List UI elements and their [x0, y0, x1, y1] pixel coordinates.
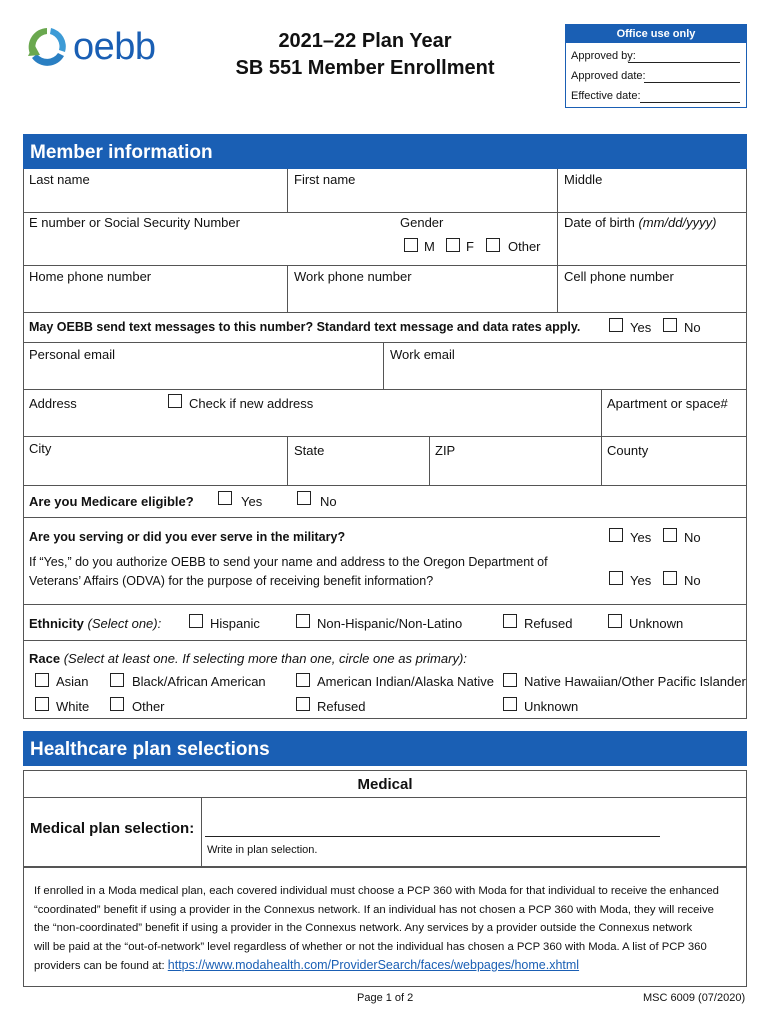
military-yes-checkbox[interactable] — [609, 528, 623, 542]
odva-no-checkbox[interactable] — [663, 571, 677, 585]
approved-by-line[interactable] — [628, 62, 740, 63]
member-information-header: Member information — [23, 134, 747, 169]
military-no-label: No — [684, 530, 701, 545]
address-field[interactable] — [24, 413, 600, 435]
gender-m-label: M — [424, 239, 435, 254]
ethnicity-unknown-label: Unknown — [629, 616, 684, 631]
form-code: MSC 6009 (07/2020) — [643, 992, 746, 1004]
medicare-no-label: No — [320, 494, 337, 509]
gender-m-checkbox[interactable] — [404, 238, 418, 252]
city-label: City — [29, 441, 52, 456]
race-black-checkbox[interactable] — [110, 673, 124, 687]
apartment-field[interactable] — [603, 413, 746, 435]
notice-line-4: will be paid at the “out-of-network” level regardless of whether or not the individual has chosen a PCP 360 with Moda. A list of PCP 360 — [34, 940, 707, 953]
text-no-label: No — [684, 320, 701, 335]
state-label: State — [294, 443, 325, 458]
gender-f-checkbox[interactable] — [446, 238, 460, 252]
logo-text: oebb — [73, 26, 156, 68]
effective-date-line[interactable] — [640, 102, 740, 103]
notice-line-1: If enrolled in a Moda medical plan, each covered individual must choose a PCP 360 with Moda for that individual to receive the enhanced — [34, 885, 719, 897]
office-use-box — [565, 24, 747, 108]
race-label: Race (Select at least one. If selecting more than one, circle one as primary): — [29, 651, 467, 666]
work-phone-label: Work phone number — [294, 269, 412, 284]
state-field[interactable] — [289, 460, 429, 484]
zip-field[interactable] — [431, 460, 600, 484]
race-asian-checkbox[interactable] — [35, 673, 49, 687]
ethnicity-refused-checkbox[interactable] — [503, 614, 517, 628]
county-field[interactable] — [603, 460, 746, 484]
medicare-no-checkbox[interactable] — [297, 491, 311, 505]
medicare-yes-checkbox[interactable] — [218, 491, 232, 505]
home-phone-label: Home phone number — [29, 269, 152, 284]
text-yes-label: Yes — [630, 320, 652, 335]
ethnicity-label: Ethnicity (Select one): — [29, 616, 162, 631]
middle-field[interactable] — [559, 190, 746, 212]
middle-label: Middle — [564, 172, 603, 187]
moda-notice-text — [34, 882, 740, 976]
zip-label: ZIP — [435, 443, 456, 458]
race-other-checkbox[interactable] — [110, 697, 124, 711]
medicare-question: Are you Medicare eligible? — [29, 494, 194, 509]
race-white-label: White — [56, 699, 90, 714]
race-asian-label: Asian — [56, 674, 89, 689]
race-native-hawaiian-label: Native Hawaiian/Other Pacific Islander — [524, 674, 746, 689]
ethnicity-hispanic-label: Hispanic — [210, 616, 260, 631]
title-line-2: SB 551 Member Enrollment — [235, 57, 495, 79]
text-message-question: May OEBB send text messages to this number? Standard text message and data rates apply. — [29, 320, 581, 334]
title-line-1: 2021–22 Plan Year — [278, 30, 452, 52]
personal-email-field[interactable] — [24, 364, 382, 388]
work-email-field[interactable] — [385, 364, 746, 388]
gender-f-label: F — [466, 239, 474, 254]
approved-date-line[interactable] — [644, 82, 740, 83]
work-email-label: Work email — [390, 347, 455, 362]
ethnicity-refused-label: Refused — [524, 616, 573, 631]
ethnicity-non-hispanic-checkbox[interactable] — [296, 614, 310, 628]
work-phone-field[interactable] — [289, 287, 557, 311]
county-label: County — [607, 443, 649, 458]
text-no-checkbox[interactable] — [663, 318, 677, 332]
race-refused-checkbox[interactable] — [296, 697, 310, 711]
military-no-checkbox[interactable] — [663, 528, 677, 542]
moda-notice-box — [23, 867, 747, 987]
odva-no-label: No — [684, 573, 701, 588]
last-name-field[interactable] — [24, 190, 287, 212]
text-yes-checkbox[interactable] — [609, 318, 623, 332]
new-address-label: Check if new address — [189, 396, 314, 411]
city-field[interactable] — [24, 460, 287, 484]
gender-other-checkbox[interactable] — [486, 238, 500, 252]
race-refused-label: Refused — [317, 699, 366, 714]
medical-plan-selection-label: Medical plan selection: — [30, 820, 195, 837]
plan-selection-label-cell — [24, 798, 202, 866]
e-number-field[interactable] — [24, 232, 384, 264]
effective-date-label: Effective date: — [571, 90, 641, 102]
provider-search-link[interactable]: https://www.modahealth.com/ProviderSearch/faces/webpages/home.xhtml — [167, 958, 580, 972]
last-name-label: Last name — [29, 172, 90, 187]
notice-line-5: providers can be found at: https://www.modahealth.com/ProviderSearch/faces/webpages/home.xhtml — [34, 958, 580, 972]
page-number: Page 1 of 2 — [357, 992, 414, 1004]
approved-by-label: Approved by: — [571, 50, 636, 62]
race-american-indian-label: American Indian/Alaska Native — [317, 674, 495, 689]
odva-yes-label: Yes — [630, 573, 652, 588]
medical-table — [23, 770, 747, 867]
race-other-label: Other — [132, 699, 165, 714]
dob-field[interactable] — [559, 232, 746, 264]
cell-phone-field[interactable] — [559, 287, 746, 311]
race-unknown-checkbox[interactable] — [503, 697, 517, 711]
oebb-logo — [24, 22, 174, 72]
home-phone-field[interactable] — [24, 287, 287, 311]
first-name-field[interactable] — [289, 190, 557, 212]
approved-date-label: Approved date: — [571, 70, 646, 82]
medicare-yes-label: Yes — [241, 494, 263, 509]
cell-phone-label: Cell phone number — [564, 269, 674, 284]
notice-line-3: the “non-coordinated” benefit if using a provider in the Connexus network. Any services by a provider outside the Connexus network — [34, 922, 693, 934]
gender-label: Gender — [400, 215, 444, 230]
race-white-checkbox[interactable] — [35, 697, 49, 711]
ethnicity-hispanic-checkbox[interactable] — [189, 614, 203, 628]
odva-yes-checkbox[interactable] — [609, 571, 623, 585]
page-title — [230, 28, 500, 82]
ethnicity-non-hispanic-label: Non-Hispanic/Non-Latino — [317, 616, 463, 631]
e-number-label: E number or Social Security Number — [29, 215, 240, 230]
military-question: Are you serving or did you ever serve in the military? — [29, 530, 346, 544]
race-unknown-label: Unknown — [524, 699, 579, 714]
ethnicity-unknown-checkbox[interactable] — [608, 614, 622, 628]
dob-label: Date of birth (mm/dd/yyyy) — [564, 215, 717, 230]
military-yes-label: Yes — [630, 530, 652, 545]
apartment-label: Apartment or space# — [607, 396, 728, 411]
odva-question-line-2: Veterans’ Affairs (ODVA) for the purpose of receiving benefit information? — [29, 574, 434, 588]
first-name-label: First name — [294, 172, 356, 187]
oebb-logo-mark-icon — [24, 24, 70, 70]
medical-plan-input[interactable] — [205, 801, 660, 837]
race-black-label: Black/African American — [132, 674, 266, 689]
personal-email-label: Personal email — [29, 347, 115, 362]
new-address-checkbox[interactable] — [168, 394, 182, 408]
notice-line-2: “coordinated” benefit if using a provider in the Connexus network. If an individual has not chosen a PCP 360 with Moda, they will receive — [34, 903, 714, 916]
race-american-indian-checkbox[interactable] — [296, 673, 310, 687]
address-label: Address — [29, 396, 77, 411]
medical-header: Medical — [24, 771, 746, 798]
odva-question-line-1: If “Yes,” do you authorize OEBB to send your name and address to the Oregon Department of — [29, 555, 548, 569]
gender-other-label: Other — [508, 239, 541, 254]
write-in-hint: Write in plan selection. — [207, 844, 318, 856]
office-use-title: Office use only — [566, 25, 746, 43]
race-native-hawaiian-checkbox[interactable] — [503, 673, 517, 687]
healthcare-plan-header: Healthcare plan selections — [23, 731, 747, 766]
